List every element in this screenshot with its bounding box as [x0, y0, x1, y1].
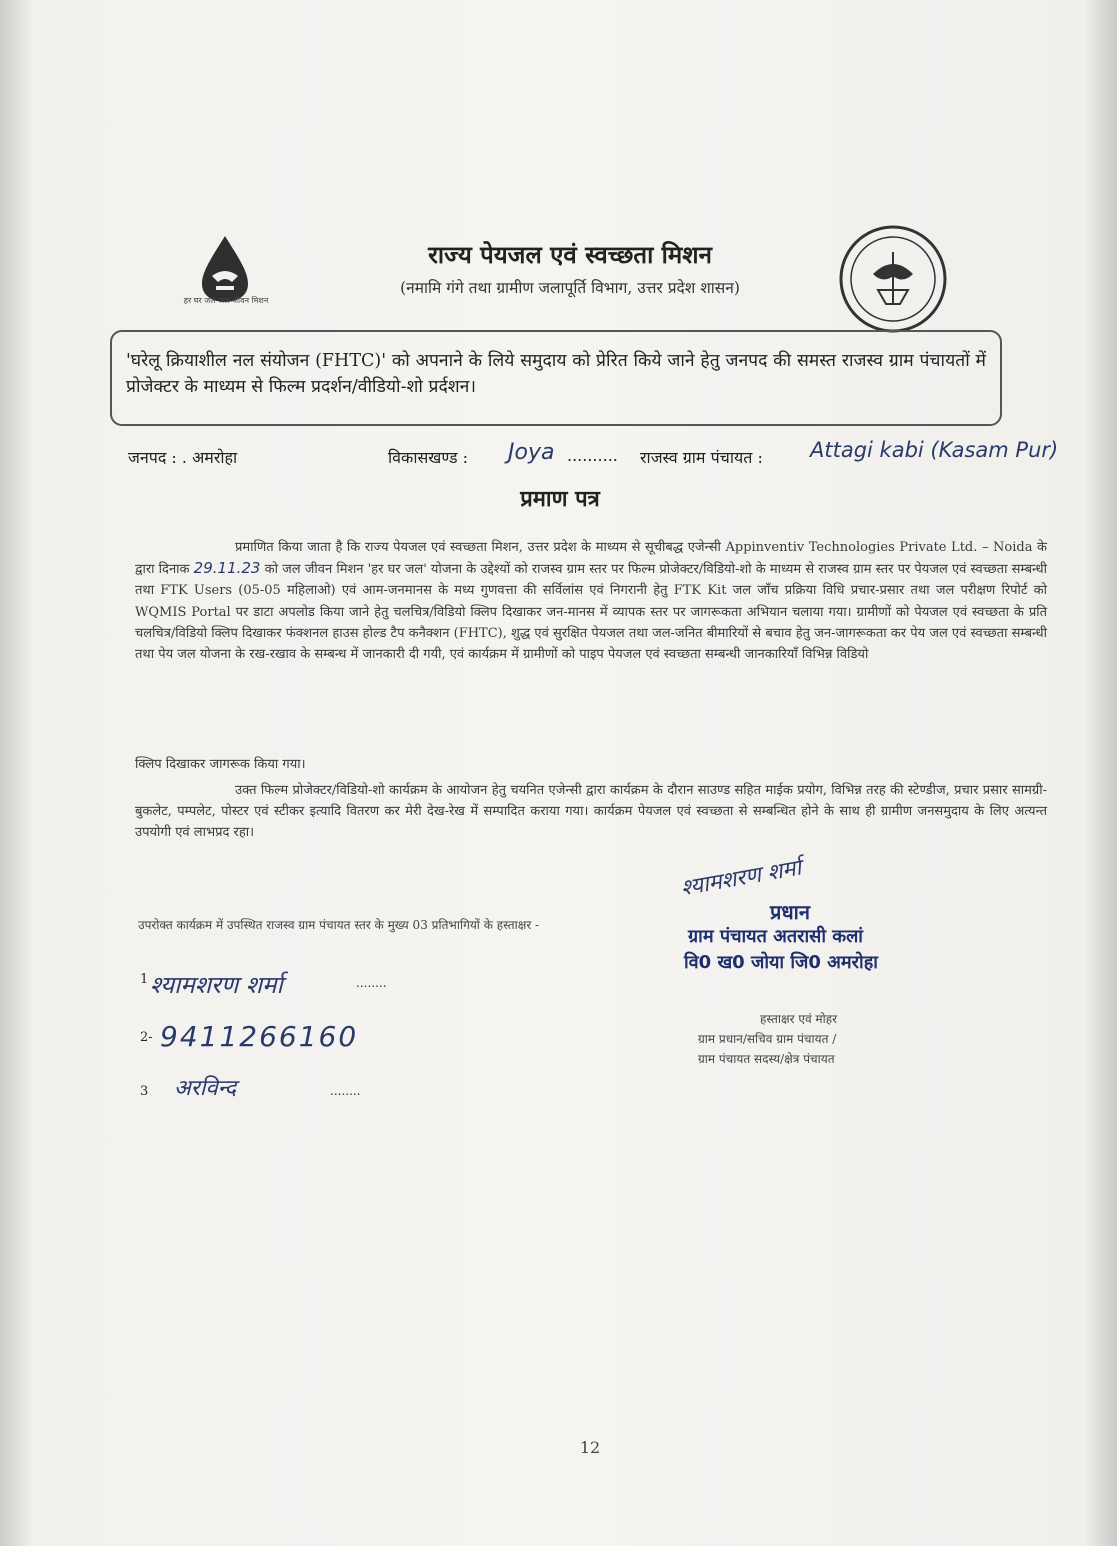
participant-1-num: 1	[140, 972, 149, 987]
certificate-heading: प्रमाण पत्र	[520, 486, 600, 512]
department-title: राज्य पेयजल एवं स्वच्छता मिशन	[428, 240, 712, 269]
para1-end: क्लिप दिखाकर जागरूक किया गया।	[135, 757, 306, 772]
subject-text: 'घरेलू क्रियाशील नल संयोजन (FHTC)' को अपनाने के लिये समुदाय को प्रेरित किये जाने हेतु जनपद की समस्त राजस्व ग्राम पंचायतों में प्रोजेक्टर के माध्यम से फिल्म प्रदर्शन/वीडियो-शो प्रर्दशन।	[126, 351, 986, 397]
logo-caption: हर घर जल जल जीवन मिशन	[183, 296, 269, 305]
participant-3-signature: अरविन्द	[174, 1076, 237, 1101]
para1-rest: को जल जीवन मिशन 'हर घर जल' योजना के उद्देश्यों को राजस्व ग्राम स्तर पर फिल्म प्रोजेक्टर/विडियो-शो के माध्यम से राजस्व ग्राम स्तर पर पेयजल एवं स्वच्छता सम्बन्धी तथा FTK Users (05-05 महिलाओ) एवं आम-जनमानस के मध्य गुणवत्ता की सर्विलांस एवं निगरानी हेतु FTK Kit जल जाँच प्रक्रिया विधि प्रचार-प्रसार तथा जल परीक्षण रिपोर्ट को WQMIS Portal पर डाटा अपलोड किया जाने हेतु चलचित्र/विडियो क्लिप दिखाकर जन-मानस में व्यापक स्तर पर जागरूकता अभियान चलाया गया। ग्रामीणों को पेयजल एवं स्वच्छता के प्रति चलचित्र/विडियो क्लिप दिखाकर फंक्शनल हाउस होल्ड टैप कनैक्शन (FHTC), शुद्ध एवं सुरक्षित पेयजल तथा जल-जनित बीमारियों से बचाव हेतु जन-जागरूकता कर पेय जल एवं स्वच्छता सम्बन्धी तथा पेय जल योजना के रख-रखाव के सम्बन्ध में जानकारी दी गयी, एवं कार्यक्रम में ग्रामीणों को पाइप पेयजल एवं स्वच्छता सम्बन्धी जानकारियाँ विभिन्न विडियो	[135, 562, 1048, 663]
participant-2-num: 2-	[140, 1030, 153, 1045]
panchayat-label: राजस्व ग्राम पंचायत :	[640, 448, 763, 467]
signatory-line-3: ग्राम पंचायत सदस्य/क्षेत्र पंचायत	[698, 1052, 835, 1066]
signatory-line-1: हस्ताक्षर एवं मोहर	[760, 1012, 838, 1026]
har-ghar-jal-logo	[180, 232, 270, 324]
signatory-line-2: ग्राम प्रधान/सचिव ग्राम पंचायत /	[698, 1032, 837, 1046]
participant-1-dots: ........	[356, 976, 387, 990]
participant-2-signature: 9411266160	[160, 1020, 359, 1053]
stamp-line-2: ग्राम पंचायत अतरासी कलां	[688, 926, 863, 947]
certificate-paragraph-2: उक्त फिल्म प्रोजेक्टर/विडियो-शो कार्यक्रम के आयोजन हेतु चयनित एजेन्सी द्वारा कार्यक्रम के दौरान साउण्ड सहित माईक प्रयोग, विभिन्न तरह की स्टेण्डीज, प्रचार प्रसार सामग्री-बुकलेट, पम्पलेट, पोस्टर एवं स्टीकर इत्यादि वितरण कर मेरी देख-रेख में सम्पादित कराया गया। कार्यक्रम पेयजल एवं स्वच्छता से सम्बन्धित होने के साथ ही ग्रामीण जनसमुदाय के लिए अत्यन्त उपयोगी एवं लाभप्रद रहा।	[135, 783, 1047, 841]
participant-3-num: 3	[140, 1084, 149, 1099]
stamp-line-3: वि0 ख0 जोया जि0 अमरोहा	[684, 952, 878, 973]
district-field: जनपद : . अमरोहा	[128, 448, 238, 467]
certificate-paragraph-1	[135, 537, 1047, 665]
panchayat-value-handwritten: Attagi kabi (Kasam Pur)	[810, 438, 1059, 462]
pradhan-signature: श्यामशरण शर्मा	[679, 855, 804, 902]
block-dots: ..........	[567, 446, 618, 465]
stamp-line-1: प्रधान	[770, 900, 810, 924]
participant-1-signature: श्यामशरण शर्मा	[150, 971, 283, 999]
block-label: विकासखण्ड :	[388, 448, 469, 467]
para1-start: प्रमाणित किया जाता है कि राज्य पेयजल एवं स्वच्छता मिशन, उत्तर प्रदेश के माध्यम से सूचीबद्ध एजेन्सी Appinventiv Technologies Private Ltd. – Noida के द्वारा दिनाक	[135, 540, 1047, 578]
participant-3-dots: ........	[330, 1084, 361, 1098]
page-number: 12	[579, 1438, 601, 1457]
up-government-seal-icon	[838, 224, 948, 334]
date-handwritten: 29.11.23	[193, 559, 261, 578]
participants-note: उपरोक्त कार्यक्रम में उपस्थित राजस्व ग्राम पंचायत स्तर के मुख्य 03 प्रतिभागियों के हस्ताक्षर -	[138, 918, 540, 932]
block-value-handwritten: Joya	[508, 440, 555, 465]
department-subtitle: (नमामि गंगे तथा ग्रामीण जलापूर्ति विभाग, उत्तर प्रदेश शासन)	[400, 279, 740, 297]
